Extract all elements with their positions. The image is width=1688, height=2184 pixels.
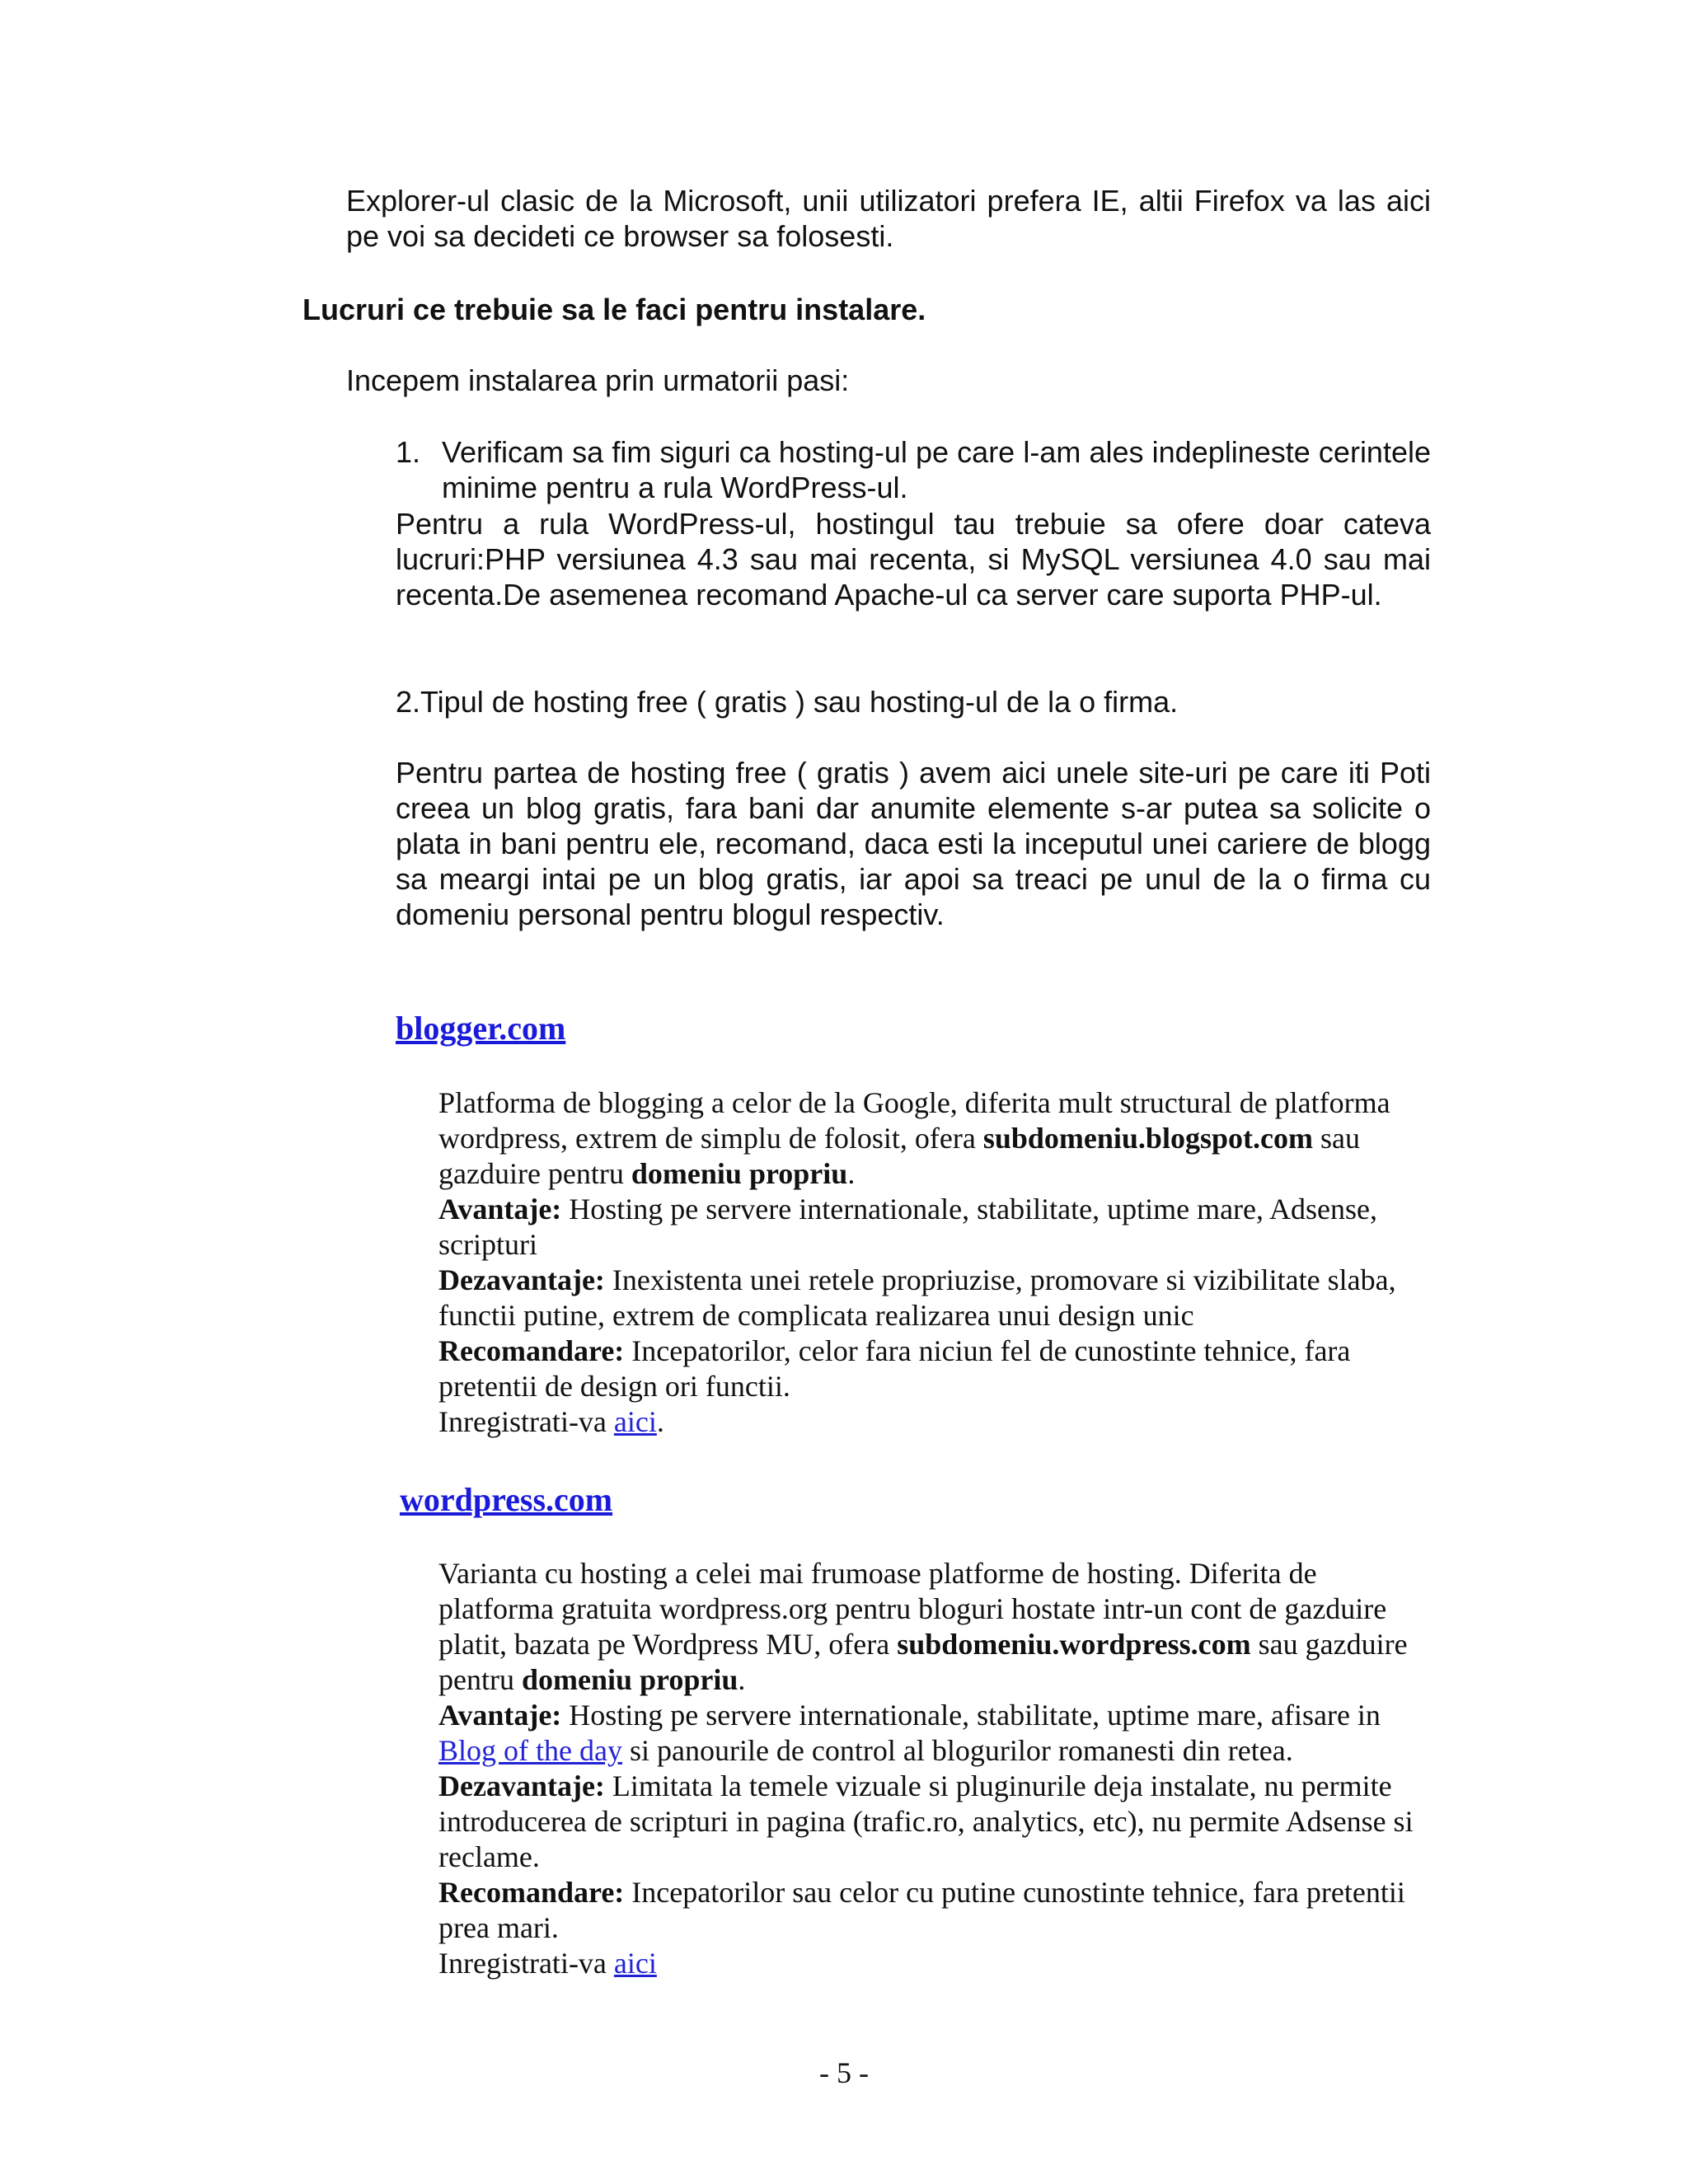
wordpress-disadvantages-label: Dezavantaje: — [438, 1769, 605, 1802]
wordpress-own-domain: domeniu propriu — [521, 1663, 738, 1696]
step-2-item: 2.Tipul de hosting free ( gratis ) sau hosting-ul de la o firma. — [396, 685, 1179, 719]
blogger-desc-end: . — [847, 1157, 856, 1190]
blogger-subdomain: subdomeniu.blogspot.com — [982, 1122, 1313, 1155]
blogger-register-link[interactable]: aici — [613, 1405, 657, 1438]
steps-intro: Incepem instalarea prin urmatorii pasi: — [346, 363, 850, 397]
wordpress-recommendation-label: Recomandare: — [438, 1876, 625, 1909]
blogger-disadvantages-label: Dezavantaje: — [438, 1263, 605, 1296]
blogger-heading-link[interactable]: blogger.com — [396, 1010, 566, 1047]
wordpress-description — [438, 1556, 1436, 1981]
intro-paragraph: Explorer-ul clasic de la Microsoft, unii utilizatori prefera IE, altii Firefox va las aici pe voi sa decideti ce browser sa folosesti. — [346, 184, 1431, 253]
blogger-disadvantages: Inexistenta unei retele propriuzise, promovare si vizibilitate slaba, functii putine, extrem de complicata realizarea unui design unic — [438, 1263, 1396, 1332]
step-1-item — [396, 434, 1431, 505]
blogger-advantages-label: Avantaje: — [438, 1193, 562, 1226]
step-1-text: Verificam sa fim siguri ca hosting-ul pe care l-am ales indeplineste cerintele minime pentru a rula WordPress-ul. — [442, 435, 1431, 504]
wordpress-heading-link[interactable]: wordpress.com — [400, 1481, 613, 1518]
blogger-register-text: Inregistrati-va — [438, 1405, 607, 1438]
free-hosting-paragraph: Pentru partea de hosting free ( gratis ) avem aici unele site-uri pe care iti Poti creea un blog gratis, fara bani dar anumite elemente s-ar putea sa solicite o plata in bani pentru ele, recomand, daca esti la inceputul unei cariere de blogg sa meargi intai pe un blog gratis, iar apoi sa treaci pe unul de la o firma cu domeniu personal pentru blogul respectiv. — [396, 756, 1431, 931]
blogger-advantages: Hosting pe servere internationale, stabilitate, uptime mare, Adsense, scripturi — [438, 1193, 1377, 1261]
wordpress-desc-end: . — [738, 1663, 746, 1696]
wordpress-register-link[interactable]: aici — [613, 1947, 657, 1980]
page-number: - 5 - — [819, 2056, 869, 2089]
wordpress-subdomain: subdomeniu.wordpress.com — [897, 1628, 1251, 1661]
blogger-recommendation-label: Recomandare: — [438, 1334, 625, 1367]
wordpress-advantages: Hosting pe servere internationale, stabilitate, uptime mare, afisare in — [569, 1699, 1381, 1732]
wordpress-disadvantages: Limitata la temele vizuale si pluginurile deja instalate, nu permite introducerea de scripturi in pagina (trafic.ro, analytics, etc), nu permite Adsense si reclame. — [438, 1769, 1414, 1873]
wordpress-advantages-label: Avantaje: — [438, 1699, 562, 1732]
step-1-number: 1. — [396, 435, 421, 469]
wordpress-desc-text: Varianta cu hosting a celei mai frumoase platforme de hosting. Diferita de platforma gratuita wordpress.org pentru bloguri hostate intr-un cont de gazduire platit, bazata pe Wordpress MU, ofera — [438, 1557, 1387, 1661]
wordpress-advantages-end: si panourile de control al blogurilor romanesti din retea. — [629, 1734, 1293, 1767]
blogger-desc-text: Platforma de blogging a celor de la Google, diferita mult structural de platforma wordpress, extrem de simplu de folosit, ofera — [438, 1086, 1390, 1155]
blogger-desc-text-2: sau gazduire pentru — [438, 1122, 1360, 1190]
wordpress-desc-text-2: sau gazduire pentru — [438, 1628, 1408, 1696]
wordpress-recommendation: Incepatorilor sau celor cu putine cunostinte tehnice, fara pretentii prea mari. — [438, 1876, 1405, 1944]
blogger-recommendation: Incepatorilor, celor fara niciun fel de cunostinte tehnice, fara pretentii de design ori functii. — [438, 1334, 1351, 1403]
wordpress-register-text: Inregistrati-va — [438, 1947, 607, 1980]
blogger-own-domain: domeniu propriu — [631, 1157, 848, 1190]
requirements-paragraph: Pentru a rula WordPress-ul, hostingul tau trebuie sa ofere doar cateva lucruri:PHP versiunea 4.3 sau mai recenta, si MySQL versiunea 4.0 sau mai recenta.De asemenea recomand Apache-ul ca server care suporta PHP-ul. — [396, 507, 1431, 612]
section-heading: Lucruri ce trebuie sa le faci pentru instalare. — [302, 293, 926, 326]
blogger-description — [438, 1085, 1436, 1440]
blogger-register-end: . — [656, 1405, 664, 1438]
blog-of-the-day-link[interactable]: Blog of the day — [438, 1734, 622, 1767]
